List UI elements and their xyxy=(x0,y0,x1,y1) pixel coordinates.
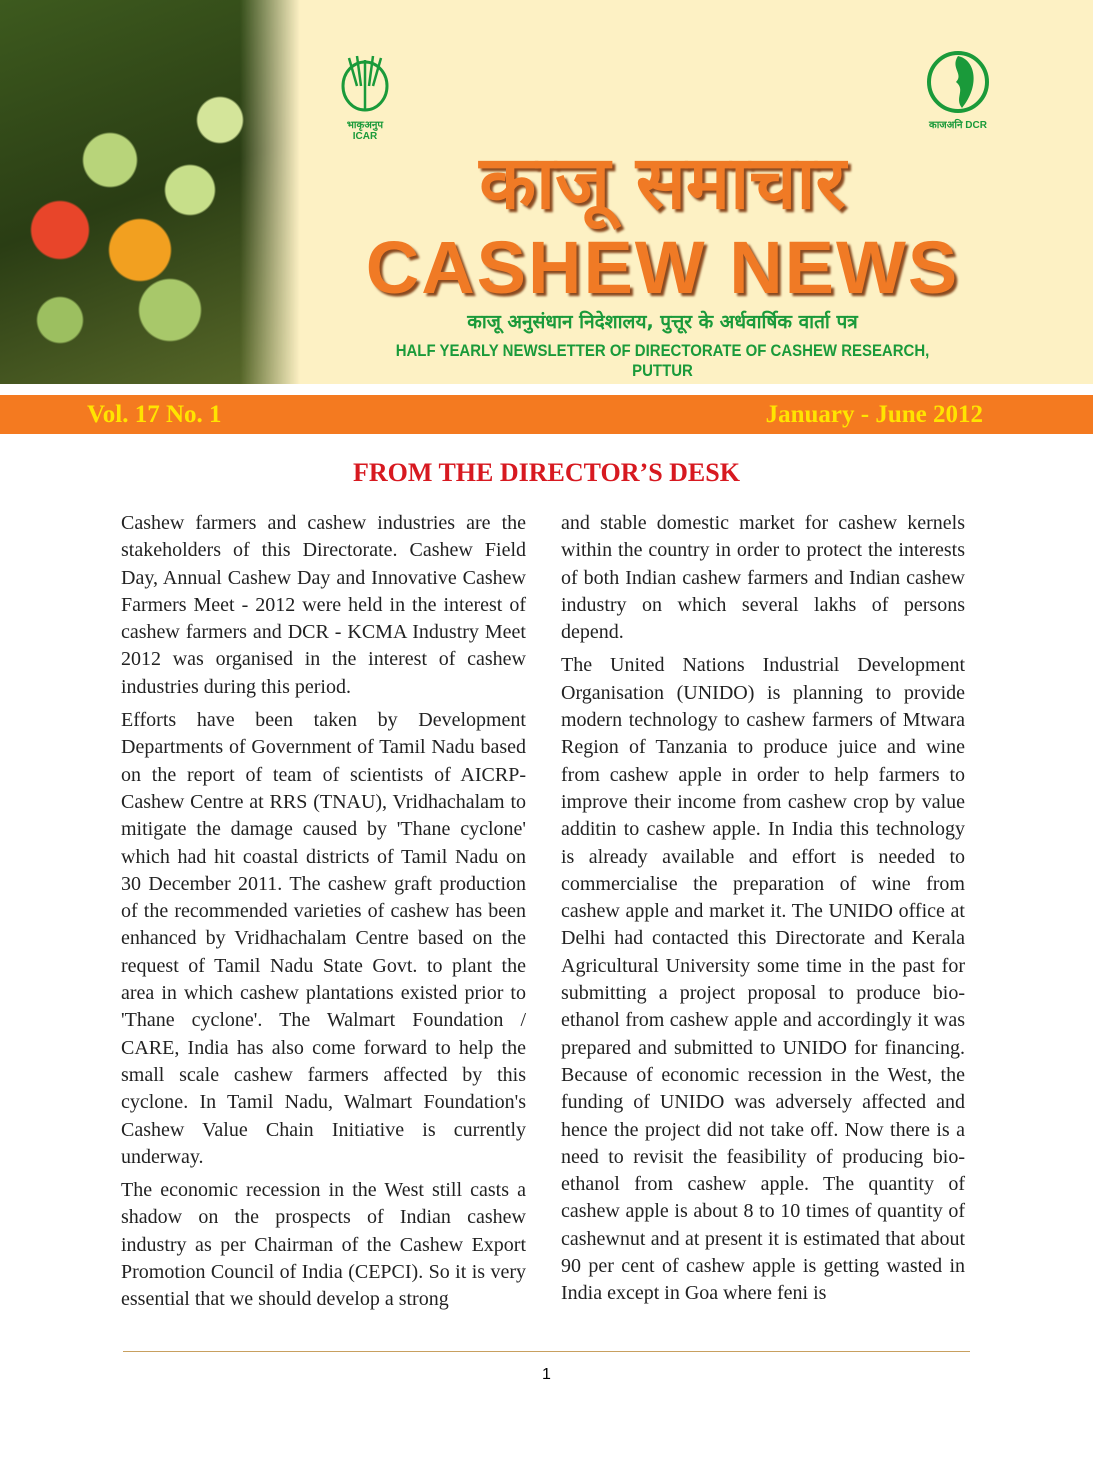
subtitle-english: HALF YEARLY NEWSLETTER OF DIRECTORATE OF CASHEW RESEARCH, PUTTUR xyxy=(395,341,930,380)
issue-period: January - June 2012 xyxy=(765,401,983,428)
subtitle-hindi: काजू अनुसंधान निदेशालय, पुत्तूर के अर्धवार्षिक वार्ता पत्र xyxy=(467,311,858,333)
paragraph: Cashew farmers and cashew industries are the stakeholders of this Directorate. Cashew Field Day, Annual Cashew Day and Innovative Cashew Farmers Meet - 2012 were held in the interest of cashew farmers and DCR - KCMA Industry Meet 2012 was organised in the interest of cashew industries during this period. xyxy=(121,512,526,698)
title-english: CASHEW NEWS xyxy=(365,226,960,309)
cashew-apple-photo xyxy=(0,0,300,384)
icar-logo xyxy=(335,52,395,142)
footer-divider xyxy=(123,1351,970,1352)
right-column xyxy=(561,510,965,1314)
title-hindi: काजू समाचार xyxy=(479,140,846,226)
icar-logo-text: भाकृअनुप ICAR xyxy=(346,120,384,142)
paragraph: and stable domestic market for cashew kernels within the country in order to protect the interests of both Indian cashew farmers and Indian cashew industry on which several lakhs of persons depend. xyxy=(561,512,965,644)
paragraph: Efforts have been taken by Development Departments of Government of Tamil Nadu based on the report of team of scientists of AICRP-Cashew Centre at RRS (TNAU), Vridhachalam to mitigate the damage caused by 'Thane cyclone' which had hit coastal districts of Tamil Nadu on 30 December 2011. The cashew graft production of the recommended varieties of cashew has been enhanced by Vridhachalam Centre based on the request of Tamil Nadu State Govt. to plant the area in which cashew plantations existed prior to 'Thane cyclone'. The Walmart Foundation / CARE, India has also come forward to help the small scale cashew farmers affected by this cyclone. In Tamil Nadu, Walmart Foundation's Cashew Value Chain Initiative is currently underway. xyxy=(121,709,526,1168)
dcr-logo xyxy=(925,50,991,131)
issue-bar xyxy=(0,395,1093,434)
dcr-logo-text: काजअनि DCR xyxy=(929,120,987,131)
article-title: FROM THE DIRECTOR’S DESK xyxy=(353,458,740,487)
paragraph: The United Nations Industrial Development Organisation (UNIDO) is planning to provide modern technology to cashew farmers of Mtwara Region of Tanzania to produce juice and wine from cashew apple in order to help farmers to improve their income from cashew crop by value additin to cashew apple. In India this technology is already available and effort is needed to commercialise the preparation of wine from cashew apple and market it. The UNIDO office at Delhi had contacted this Directorate and Kerala Agricultural University some time in the past for submitting a project proposal to produce bio-ethanol from cashew apple and accordingly it was prepared and submitted to UNIDO for financing. Because of economic recession in the West, the funding of UNIDO was adversely affected and hence the project did not take off. Now there is a need to revisit the feasibility of producing bio-ethanol from cashew apple. The quantity of cashew apple is about 8 to 10 times of quantity of cashewnut and at present it is estimated that about 90 per cent of cashew apple is getting wasted in India except in Goa where feni is xyxy=(561,654,965,1305)
page-number: 1 xyxy=(542,1366,551,1383)
volume-number: Vol. 17 No. 1 xyxy=(87,401,222,428)
paragraph: The economic recession in the West still casts a shadow on the prospects of Indian cashew industry as per Chairman of the Cashew Export Promotion Council of India (CEPCI). So it is very essential that we should develop a strong xyxy=(121,1179,526,1311)
left-column xyxy=(121,510,526,1320)
masthead xyxy=(0,0,1093,384)
